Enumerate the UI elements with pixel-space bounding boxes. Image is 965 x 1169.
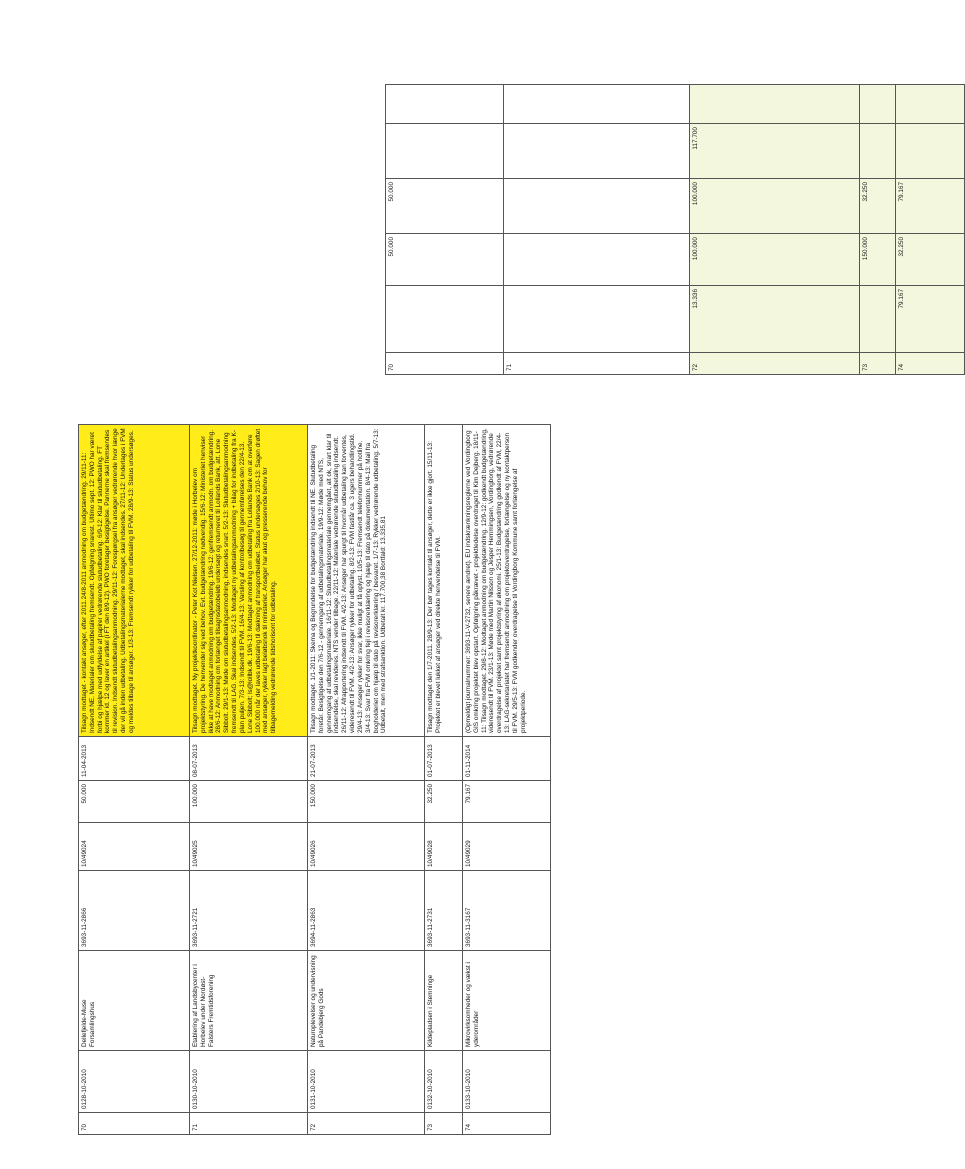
table-row	[896, 85, 965, 375]
row-number: 72	[690, 353, 860, 375]
journal-number: 0128-10-2010	[79, 1051, 190, 1113]
amount-cell	[386, 286, 504, 353]
amount-cell	[504, 124, 690, 179]
row-number: 71	[504, 353, 690, 375]
project-title: Dellefjelde-Muse Forsamlingshus	[79, 951, 190, 1051]
empty-cell	[690, 85, 860, 124]
table-row	[860, 85, 896, 375]
table-row	[425, 425, 463, 1135]
case-number: 3694-11-2863	[308, 871, 425, 951]
reference: 10/49029	[463, 823, 551, 871]
amount-cell	[504, 179, 690, 234]
deadline-date: 21-07-2013	[308, 737, 425, 781]
case-number: 3693-11-3167	[463, 871, 551, 951]
reference: 10/49025	[190, 823, 308, 871]
deadline-date: 11-04-2013	[79, 737, 190, 781]
deadline-date: 08-07-2013	[190, 737, 308, 781]
table-row	[463, 425, 551, 1135]
case-number: 3693-11-2721	[190, 871, 308, 951]
status-note: (Opmeldigt journalnummer: 3693-11-V-2732, senere ændret). EU indskrænkningsreglerne ved Vordingborg GIS omkring projektet blev opstart. Opfølgning påkrævet - projektledelse overdraget til Kim Dejberg. 18/11-11: Tilsagn modtaget. 29/8-12: Modtaget anmodning om budgetændring. 12/9-12: godkendt budgetændring, videresendt til FVM. 23/1-13: Møde med Martin Nilsson og Jesper Hemmingsen, Vordingborg, vedrørende overdragelse af projektet samt projektstyring af økonomi. 25/1-13: Budgetændring godkendt af FVM, 22/4-13: LAG-sekretariatet har fremsendt anmodning om projektoverdragelse, forlængelse og ny kontaktperson til FVM. 29/5-13: FVM godkender overdragelse til Vordingborg Kommune samt forlængelse af projektperiode.	[463, 425, 551, 737]
amount-cell	[896, 124, 965, 179]
grant-amount: 79.167	[463, 781, 551, 823]
table-row	[504, 85, 690, 375]
grant-amount: 50.000	[79, 781, 190, 823]
deadline-date: 01-07-2013	[425, 737, 463, 781]
project-title: Etablering af Landsbycenter i Horbelev under Nordøst-Falsters Fremtidsforening	[190, 951, 308, 1051]
journal-number: 0132-10-2010	[425, 1051, 463, 1113]
empty-cell	[386, 85, 504, 124]
status-note: Tilsagn modtaget. Ny projektkoordinator - Peter Kot Nielsen. 27/12-2011: møde i Horbelev om projektstyring. De henvender sig ved behov. Evt. budgetændring nødvendig. 15/6-12: Ministeriet henviser ikke at have modtaget anmodning om budgetændring. 19/6-12: genfremsendt anmodn. om budgetændring. 28/6-12: Anmodning om forlænget tilsagnsdatobeløb undersøgt og returneret til Lollands Bank, att. Lone Sibbolt. 29/1-13: Møde om slutudbetalingsanmodning, indsendes snart. 5/2-13: Slutudbetalingsanmodning fremsendt til LAG. Skal indsendes. 5/2-13: Modtaget ny udbetalingsanmodning + bilag for indbetaling fra K-plan puljen. 7/3-13: Indsendt til FVM. 16/4-13: Varsling af kontrolbesøg til gennemførelses den 22/4-13. Lone Sibbolt; ls@lollbk.dk. 19/6-13: Modtaget anmodning om udbetaling fra Lollands Bank om at overføre 100.000 når der laves udbetaling til dækning af transportbeløbet. Status undersøges 2/10-13: Sagen drøftet med ansøger, rykker lagt beløbsnok til ministeriet. Ansøger har akut og presserende behov for tilbagemelding vedrørende tidshorisont for udbetaling.	[190, 425, 308, 737]
empty-cell	[896, 85, 965, 124]
amount-cell	[860, 124, 896, 179]
reference: 10/49026	[308, 823, 425, 871]
status-note: Tilsagn modtaget. 1/1-2011: Skema og Begrundelse for budgetændring indsendt til NE. Slutudbetaling foretår. Besigtigelse den 7/6-12 - gennemgang af udbetalingsmateriale. 19/9-12: Møde med NTS, gennemgang af udbetalingsmateriale. 16/11-12: Slutudbetalingsmateriale gennemgået, alt ok, snart klar til indsendelse, skal revideres. NTS vender tilbage. 22/11-12: Materiale vedrørende slutudbetaling indsendt. 26/11-12: Afrapportering indsendt til FVM. 4/2-13: Ansøger har spurgt til hvornår udbetaling kan forventes, videresendt til FVM. 4/2-13: Ansøger rykker for udbetaling. 8/2-13: FVM fastlår ca. 3 ugers behandlingstid. 29/4-13: Ansøger rykker for svar, ikke muligt at få oplyst. 10/5-13: Fremsendt telefonnummer på hotline. 3/4-13: Svar fra FVM omkring fejl i revisorerklæring og hjælp til dato på dokumentation. 8/4-13: Mail fra bogholderiet om hjælp til dato på revisorerklæring / besvaret. 1/7-13: Rykker vedrørende udbetaling. 5/7-13: Udbetalt, men med strafsanktion. Udbetalt kr. 117.700,38 Bortfald: 13.335,81	[308, 425, 425, 737]
deadline-date: 01-11-2014	[463, 737, 551, 781]
amount-cell	[504, 234, 690, 286]
grant-amount: 150.000	[308, 781, 425, 823]
row-number: 72	[308, 1113, 425, 1135]
table-row	[690, 85, 860, 375]
row-number: 74	[896, 353, 965, 375]
row-number: 73	[425, 1113, 463, 1135]
amount-cell: 150.000	[860, 234, 896, 286]
journal-number: 0133-10-2010	[463, 1051, 551, 1113]
project-table	[78, 424, 551, 1135]
project-title: Naturoplevelser og undervisning på Pandebjerg Gods	[308, 951, 425, 1051]
case-number: 3693-11-2866	[79, 871, 190, 951]
amount-cell: 79.167	[896, 179, 965, 234]
row-number: 71	[190, 1113, 308, 1135]
status-note: Tilsagn modtaget - kontakt ansøger, efter 2011.24/8-2011 anmodning om budgetændring. 29/11-11: Indsendt NE. Materialer om slutudbetaling fremsendt. Opfølgning snarest. Ultimo sept. 12: PWO har været forbi og hjælpe med udfyldelse af papirer vedrørende slutudbetaling. 6/9-12: Klar til slutudbetaling. FT kommer id. 12 og laver en artikel (i FT den 8/9-12). PWO foretager besigtigelse. Pannerne skal fremsendes til revision. Indsendt slutudbetalingsanmodning. 29/11-12: Forespørgsel fra ansøger vedrørende hvor længe der vil gå inden udbetaling. Udbetalingsmaterialerne modtaget, skal indsendes. 27/11-12: Underlages i FVM og meldes tilbage til ansøger. 1/3-13: Fremsendt rykker for udbetaling til FVM. 28/9-13: Status undersøges.	[79, 425, 190, 737]
grant-amount: 32.250	[425, 781, 463, 823]
reference: 10/49028	[425, 823, 463, 871]
amount-cell: 50.000	[386, 234, 504, 286]
amount-cell: 79.167	[896, 286, 965, 353]
amount-cell: 50.000	[386, 179, 504, 234]
table-row	[79, 425, 190, 1135]
project-title: Kildepladsen i Stemninge	[425, 951, 463, 1051]
row-number: 70	[79, 1113, 190, 1135]
journal-number: 0131-10-2010	[308, 1051, 425, 1113]
amount-cell: 100.000	[690, 179, 860, 234]
grant-amount: 100.000	[190, 781, 308, 823]
project-title: Mikrovirksomheder og vækst i yderområder	[463, 951, 551, 1051]
reference: 10/49024	[79, 823, 190, 871]
amount-cell	[504, 286, 690, 353]
amount-cell: 32.250	[860, 179, 896, 234]
case-number: 3693-11-2731	[425, 871, 463, 951]
row-number: 73	[860, 353, 896, 375]
finance-table	[385, 84, 965, 375]
table-row	[308, 425, 425, 1135]
table-row	[386, 85, 504, 375]
amount-cell	[386, 124, 504, 179]
empty-cell	[504, 85, 690, 124]
table-row	[190, 425, 308, 1135]
amount-cell: 32.250	[896, 234, 965, 286]
journal-number: 0130-10-2010	[190, 1051, 308, 1113]
status-note: Tilsagn modtaget den 1/7-2011. 28/9-13: Der bør tages kontakt til ansøger, dette er ikke gjort. 15/11-13: Projektet er blevet lukket af ansøger ved direkte henvendelse til FVM.	[425, 425, 463, 737]
amount-cell: 13.336	[690, 286, 860, 353]
amount-cell	[860, 286, 896, 353]
row-number: 70	[386, 353, 504, 375]
row-number: 74	[463, 1113, 551, 1135]
amount-cell: 100.000	[690, 234, 860, 286]
empty-cell	[860, 85, 896, 124]
amount-cell: 117.700	[690, 124, 860, 179]
